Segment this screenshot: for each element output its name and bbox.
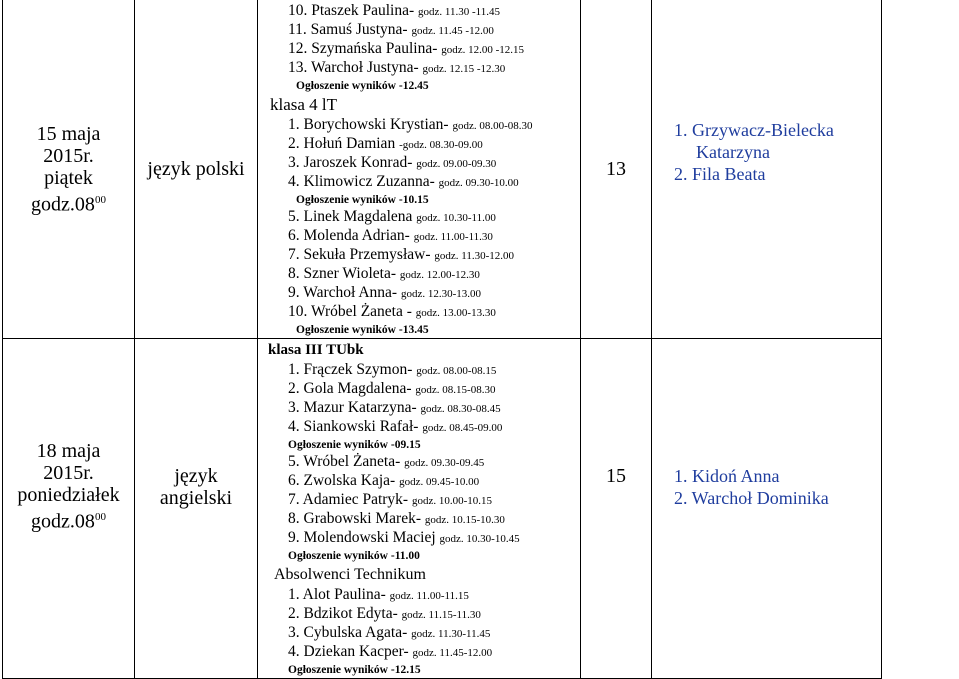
exam-time: godz. 11.45 -12.00	[411, 25, 494, 37]
student-entry	[258, 643, 580, 662]
student-entry	[258, 208, 580, 227]
committee-list	[652, 119, 881, 185]
student-name: 7. Sekuła Przemysław-	[288, 246, 435, 263]
student-entry	[258, 303, 580, 322]
student-entry	[258, 116, 580, 135]
exam-schedule-table	[2, 0, 882, 679]
student-name: 6. Zwolska Kaja-	[288, 472, 400, 489]
date-cell	[3, 0, 135, 339]
student-entry	[258, 173, 580, 192]
exam-time: godz. 11.30-11.45	[411, 628, 491, 640]
results-announcement: Ogłoszenie wyników -10.15	[296, 194, 429, 206]
student-name: 5. Wróbel Żaneta-	[288, 453, 405, 470]
student-name: 13. Warchoł Justyna-	[288, 59, 423, 76]
student-name: 3. Mazur Katarzyna-	[288, 399, 421, 416]
student-entry	[258, 246, 580, 265]
student-name: 4. Dziekan Kacper-	[288, 643, 413, 660]
committee-member-cont: Katarzyna	[696, 142, 770, 162]
exam-time: godz. 08.00-08.15	[416, 365, 497, 377]
exam-time: godz. 08.30-08.45	[420, 403, 501, 415]
results-announcement: Ogłoszenie wyników -13.45	[296, 324, 429, 336]
exam-time: godz. 12.00-12.30	[399, 269, 480, 281]
class-heading: klasa 4 lT	[270, 95, 338, 114]
student-entry	[258, 624, 580, 643]
exam-time: godz. 12.15 -12.30	[422, 63, 506, 75]
exam-time: godz. 10.00-10.15	[411, 495, 493, 507]
date-time: godz.08	[31, 510, 95, 533]
subject-name: język polski	[147, 158, 245, 180]
student-list-cell	[258, 339, 581, 679]
student-entry	[258, 510, 580, 529]
exam-time: godz. 09.30-09.45	[404, 457, 485, 469]
committee-member: 1. Kidoń Anna	[674, 465, 780, 486]
committee-cell	[652, 0, 882, 339]
student-entry	[258, 418, 580, 437]
student-name: 10. Wróbel Żaneta -	[288, 303, 416, 320]
date-weekday: poniedziałek	[17, 484, 120, 507]
class-heading: klasa III TUbk	[268, 342, 364, 358]
results-announcement: Ogłoszenie wyników -11.00	[288, 550, 420, 562]
exam-time: godz. 11.00-11.15	[389, 590, 469, 602]
student-list	[258, 0, 580, 338]
date-day: 15 maja	[36, 122, 101, 145]
exam-time: godz. 09.45-10.00	[399, 476, 480, 488]
student-entry	[258, 59, 580, 78]
schedule-row	[3, 0, 882, 339]
student-name: 8. Szner Wioleta-	[288, 265, 400, 282]
student-name: 6. Molenda Adrian-	[288, 227, 414, 244]
room-cell	[581, 0, 652, 339]
committee-member: 2. Fila Beata	[674, 164, 766, 184]
committee-member: 1. Grzywacz-Bielecka	[674, 120, 834, 140]
exam-time: godz. 11.45-12.00	[412, 647, 493, 659]
student-entry	[258, 586, 580, 605]
student-list-cell	[258, 0, 581, 339]
subject-name: język	[174, 464, 218, 487]
exam-time: godz. 08.15-08.30	[415, 384, 496, 396]
committee-list	[652, 465, 881, 509]
student-name: 8. Grabowski Marek-	[288, 510, 425, 527]
student-name: 7. Adamiec Patryk-	[288, 491, 412, 508]
student-entry	[258, 399, 580, 418]
exam-time: godz. 08.00-08.30	[452, 120, 533, 132]
student-entry	[258, 227, 580, 246]
student-entry	[258, 40, 580, 59]
student-entry	[258, 135, 580, 154]
student-entry	[258, 605, 580, 624]
schedule-row	[3, 339, 882, 679]
student-name: 11. Samuś Justyna-	[288, 21, 412, 38]
exam-time: godz. 12.00 -12.15	[441, 44, 525, 56]
student-entry	[258, 265, 580, 284]
exam-time: godz. 11.00-11.30	[413, 231, 493, 243]
room-cell	[581, 339, 652, 679]
committee-cell	[652, 339, 882, 679]
date-day: 18 maja	[36, 440, 101, 463]
student-entry	[258, 472, 580, 491]
student-entry	[258, 361, 580, 380]
subject-cell	[135, 339, 258, 679]
student-name: 5. Linek Magdalena	[288, 208, 417, 225]
student-name: 2. Bdzikot Edyta-	[288, 605, 402, 622]
date-year: 2015r.	[43, 144, 94, 167]
exam-time: -godz. 08.30-09.00	[399, 139, 483, 151]
exam-time: godz. 13.00-13.30	[415, 307, 496, 319]
date-time-sup: 00	[94, 193, 106, 206]
date-time-sup: 00	[94, 511, 106, 524]
student-entry	[258, 154, 580, 173]
exam-time: godz. 09.30-10.00	[438, 177, 519, 189]
exam-time: godz. 12.30-13.00	[400, 288, 482, 300]
student-name: 12. Szymańska Paulina-	[288, 40, 442, 57]
committee-member: 2. Warchoł Dominika	[674, 487, 829, 508]
student-entry	[258, 284, 580, 303]
student-entry	[258, 453, 580, 472]
results-announcement: Ogłoszenie wyników -09.15	[288, 439, 421, 451]
date-weekday: piątek	[44, 166, 93, 189]
student-name: 9. Warchoł Anna-	[288, 284, 401, 301]
student-name: 1. Borychowski Krystian-	[288, 116, 453, 133]
group-heading: Absolwenci Technikum	[274, 566, 426, 583]
student-name: 9. Molendowski Maciej	[288, 529, 440, 546]
student-name: 2. Gola Magdalena-	[288, 380, 416, 397]
results-announcement: Ogłoszenie wyników -12.15	[288, 664, 421, 676]
student-entry	[258, 491, 580, 510]
student-entry	[258, 529, 580, 548]
subject-cell	[135, 0, 258, 339]
exam-time: godz. 11.30 -11.45	[418, 6, 500, 18]
date-cell	[3, 339, 135, 679]
date-year: 2015r.	[43, 462, 94, 485]
student-name: 1. Alot Paulina-	[288, 586, 390, 603]
student-entry	[258, 21, 580, 40]
results-announcement: Ogłoszenie wyników -12.45	[296, 80, 429, 92]
student-list	[258, 339, 580, 678]
student-name: 4. Siankowski Rafał-	[288, 418, 423, 435]
exam-time: godz. 10.30-11.00	[416, 212, 496, 224]
student-name: 3. Cybulska Agata-	[288, 624, 412, 641]
student-name: 2. Hołuń Damian	[288, 135, 400, 152]
student-name: 1. Frączek Szymon-	[288, 361, 417, 378]
exam-time: godz. 10.30-10.45	[439, 533, 520, 545]
exam-time: godz. 09.00-09.30	[416, 158, 497, 170]
date-time: godz.08	[31, 193, 95, 216]
exam-time: godz. 08.45-09.00	[422, 422, 503, 434]
student-name: 3. Jaroszek Konrad-	[288, 154, 417, 171]
subject-name-cont: angielski	[159, 486, 233, 509]
student-entry	[258, 2, 580, 21]
exam-time: godz. 11.30-12.00	[434, 250, 514, 262]
student-name: 10. Ptaszek Paulina-	[288, 2, 419, 19]
student-entry	[258, 380, 580, 399]
room-number: 13	[606, 157, 626, 180]
exam-time: godz. 11.15-11.30	[401, 609, 481, 621]
exam-time: godz. 10.15-10.30	[424, 514, 505, 526]
room-number: 15	[606, 464, 626, 487]
student-name: 4. Klimowicz Zuzanna-	[288, 173, 439, 190]
